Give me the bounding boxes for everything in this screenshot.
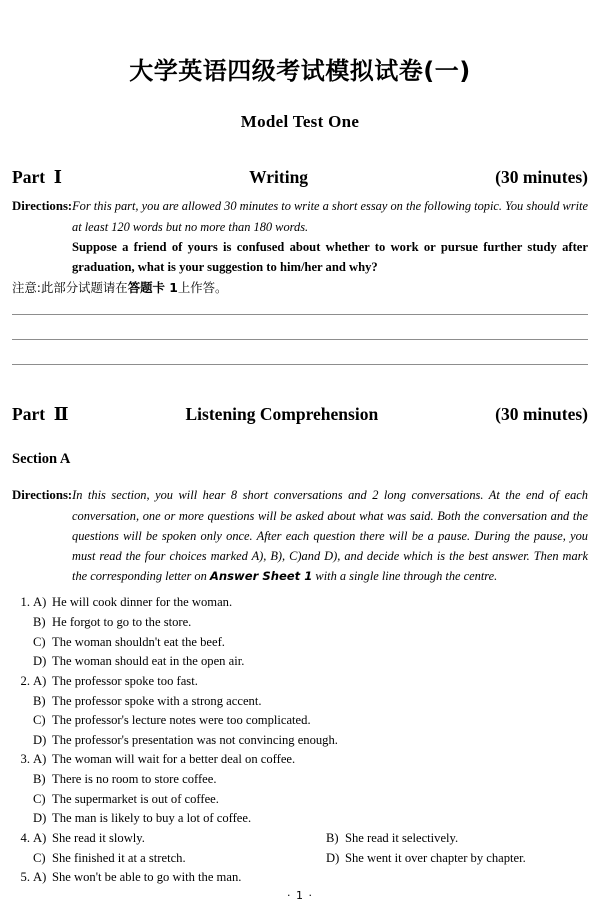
option-text: The woman should eat in the open air. [52, 654, 245, 669]
question-option[interactable] [12, 731, 588, 751]
option-letter: A) [33, 673, 47, 688]
directions-text-two-b: with a single line through the centre. [312, 569, 498, 584]
option-letter: D) [33, 811, 47, 826]
directions-label-one: Directions [12, 198, 68, 213]
writing-rule-line [12, 314, 588, 315]
option-letter: D) [326, 850, 340, 865]
question-number: 4. [20, 831, 30, 846]
page-title: 大学英语四级考试模拟试卷(一) [129, 57, 471, 85]
option-text: The supermarket is out of coffee. [52, 791, 219, 806]
writing-note [0, 278, 600, 298]
question-option[interactable] [12, 613, 588, 633]
option-letter: B) [326, 831, 339, 846]
directions-label-two: Directions [12, 488, 68, 503]
question-number: 3. [20, 752, 30, 767]
question-number: 5. [20, 870, 30, 885]
writing-note-prefix: 注意:此部分试题请在 [12, 280, 128, 296]
page-subtitle: Model Test One [240, 111, 360, 131]
question-number: 1. [20, 595, 30, 610]
option-letter: B) [33, 614, 46, 629]
part-two-title: Listening Comprehension [185, 404, 379, 425]
page-footer: · 1 · [287, 889, 313, 902]
question-option[interactable] [12, 692, 588, 712]
part-one-label: Part Ⅰ [12, 166, 62, 187]
option-text: The man is likely to buy a lot of coffee. [52, 811, 252, 826]
option-letter: C) [33, 791, 46, 806]
option-text: She won't be able to go with the man. [52, 870, 242, 885]
question-row [12, 593, 588, 613]
question-row [12, 849, 588, 869]
option-text: She read it selectively. [345, 831, 459, 846]
part-two-directions [0, 468, 600, 586]
option-text: She read it slowly. [52, 831, 145, 846]
directions-colon-one: : [67, 198, 73, 213]
question-option[interactable] [12, 770, 588, 790]
question-row [12, 809, 588, 829]
question-option[interactable] [12, 809, 588, 829]
part-two-header [0, 365, 600, 425]
directions-text-one: For this part, you are allowed 30 minutes to write a short essay on the following topic. You should write at least 120 words but no more than 180 words. [72, 198, 588, 234]
question-row [12, 633, 588, 653]
section-a-heading: Section A [12, 451, 71, 468]
option-letter: C) [33, 850, 46, 865]
question-row [12, 829, 588, 849]
question-option[interactable] [305, 849, 598, 869]
question-option[interactable] [12, 633, 588, 653]
option-text: The professor spoke with a strong accent. [52, 693, 262, 708]
question-option[interactable] [12, 750, 588, 770]
question-row [12, 790, 588, 810]
question-option[interactable] [305, 829, 598, 849]
option-letter: D) [33, 732, 47, 747]
answer-sheet-emphasis: Answer Sheet 1 [209, 569, 313, 584]
question-row [12, 652, 588, 672]
question-row [12, 613, 588, 633]
writing-rule-line [12, 339, 588, 340]
question-option[interactable] [12, 868, 588, 888]
option-text: She finished it at a stretch. [52, 850, 186, 865]
option-letter: A) [33, 595, 47, 610]
option-text: He will cook dinner for the woman. [52, 595, 233, 610]
writing-answer-lines [0, 298, 600, 365]
question-option[interactable] [12, 790, 588, 810]
question-row [12, 750, 588, 770]
question-row [12, 692, 588, 712]
option-text: He forgot to go to the store. [52, 614, 192, 629]
part-two-time: (30 minutes) [495, 404, 588, 425]
directions-colon-two: : [67, 488, 73, 503]
option-letter: A) [33, 831, 47, 846]
option-text: The professor spoke too fast. [52, 673, 198, 688]
question-option[interactable] [12, 593, 588, 613]
question-row [12, 711, 588, 731]
question-number: 2. [20, 673, 30, 688]
option-letter: A) [33, 752, 47, 767]
option-text: There is no room to store coffee. [52, 772, 217, 787]
question-row [12, 770, 588, 790]
option-text: The professor's lecture notes were too complicated. [52, 713, 311, 728]
option-text: The woman shouldn't eat the beef. [52, 634, 225, 649]
part-one-title: Writing [249, 166, 309, 187]
option-letter: C) [33, 634, 46, 649]
part-one-time: (30 minutes) [495, 166, 588, 187]
question-option[interactable] [12, 711, 588, 731]
option-text: The professor's presentation was not convincing enough. [52, 732, 338, 747]
part-two-label: Part Ⅱ [12, 404, 69, 425]
question-option[interactable] [12, 672, 588, 692]
option-text: The woman will wait for a better deal on coffee. [52, 752, 296, 767]
question-option[interactable] [12, 849, 305, 869]
part-one-directions [0, 188, 600, 278]
option-text: She went it over chapter by chapter. [345, 850, 526, 865]
question-row [12, 868, 588, 888]
option-letter: C) [33, 713, 46, 728]
directions-text-two-a: In this section, you will hear 8 short conversations and 2 long conversations. At the end of each conversation, one or more questions will be asked about what was said. Both the conversation and the questions will be spoken only once. After each question there will be a pause. During the pause, you must read the four choices marked A), B), C)and D), and decide which is the best answer. Then mark the corresponding letter on [72, 488, 588, 584]
option-letter: D) [33, 654, 47, 669]
writing-note-answer-sheet: 答题卡 1 [127, 280, 178, 296]
question-option[interactable] [12, 829, 305, 849]
option-letter: B) [33, 693, 46, 708]
option-letter: B) [33, 772, 46, 787]
option-letter: A) [33, 870, 47, 885]
writing-note-suffix: 上作答。 [177, 280, 228, 296]
question-option[interactable] [12, 652, 588, 672]
part-one-header [0, 132, 600, 188]
question-row [12, 672, 588, 692]
question-row [12, 731, 588, 751]
listening-question-list [0, 586, 600, 888]
writing-topic: Suppose a friend of yours is confused about whether to work or pursue further study after graduation, what is your suggestion to him/her and why? [72, 239, 588, 274]
